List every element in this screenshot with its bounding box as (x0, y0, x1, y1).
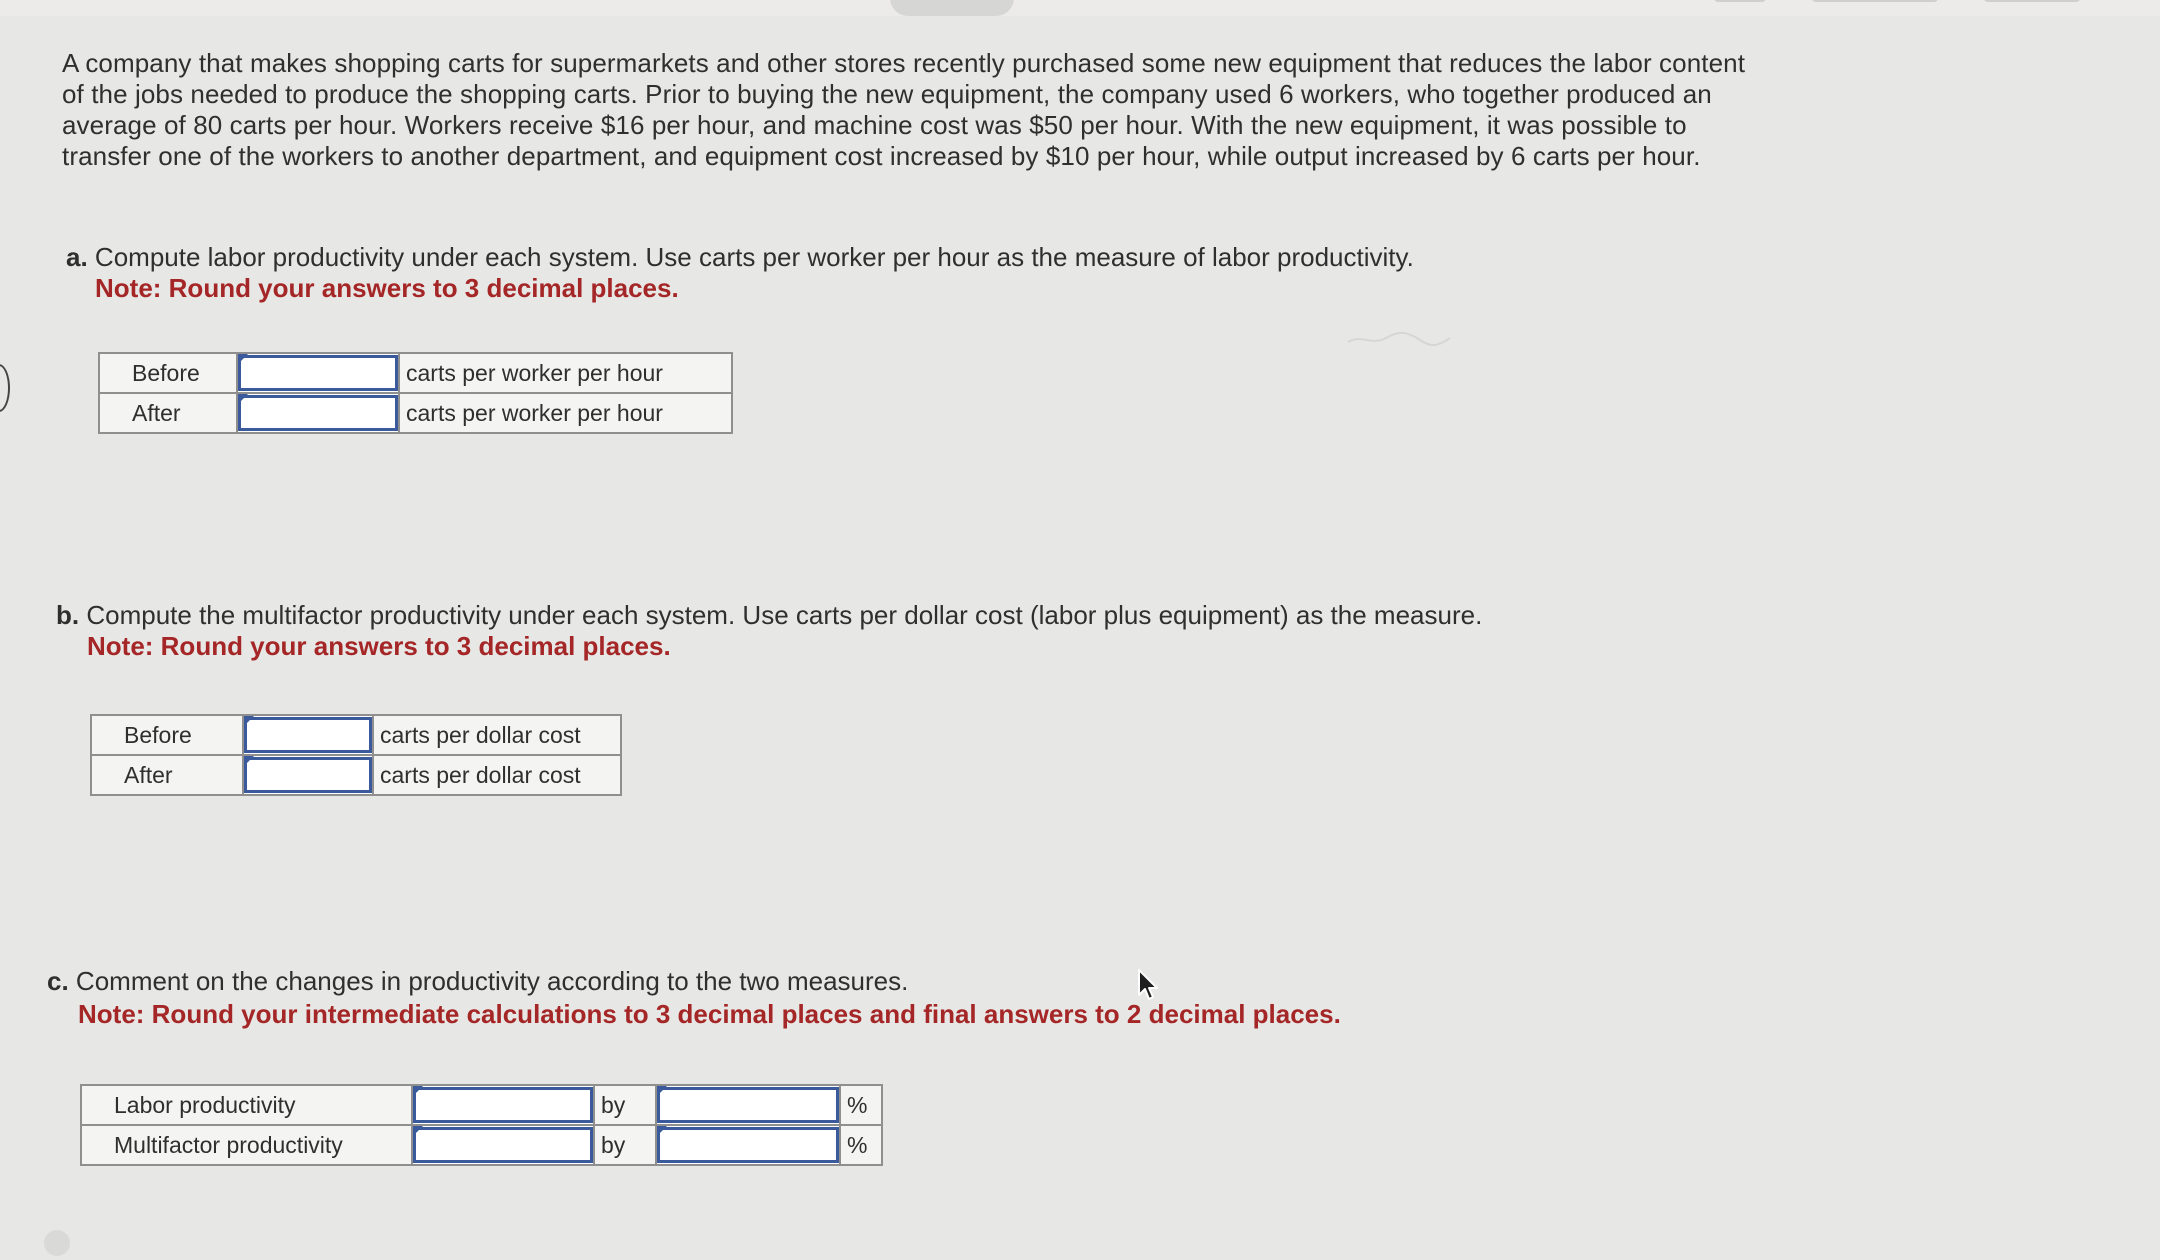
unit-label: carts per dollar cost (373, 715, 621, 755)
table-row (91, 755, 621, 795)
table-row (91, 715, 621, 755)
row-label-before: Before (99, 353, 237, 393)
part-a-text: Compute labor productivity under each system. Use carts per worker per hour as the measure of labor productivity. (94, 242, 1414, 272)
labor-productivity-after-input[interactable] (238, 395, 398, 431)
input-cell (412, 1125, 594, 1165)
part-a-prompt (66, 241, 1414, 274)
productivity-change-table (80, 1084, 883, 1166)
input-cell (412, 1085, 594, 1125)
labor-productivity-direction-input[interactable] (413, 1087, 593, 1123)
input-cell (243, 715, 373, 755)
part-b-text: Compute the multifactor productivity under each system. Use carts per dollar cost (labor plus equipment) as the measure. (86, 600, 1483, 630)
labor-productivity-percent-input[interactable] (657, 1087, 839, 1123)
decorative-dot (44, 1230, 70, 1256)
row-label-before: Before (91, 715, 243, 755)
part-c-prompt (47, 965, 908, 998)
unit-label: carts per dollar cost (373, 755, 621, 795)
input-marker-icon (238, 354, 248, 364)
multifactor-productivity-before-input[interactable] (244, 717, 372, 753)
row-label-after: After (91, 755, 243, 795)
multifactor-productivity-table (90, 714, 622, 796)
scribble-mark-icon (1346, 328, 1452, 350)
part-a-note: Note: Round your answers to 3 decimal places. (95, 273, 679, 303)
input-cell (237, 393, 399, 433)
table-row (99, 353, 732, 393)
problem-statement: A company that makes shopping carts for supermarkets and other stores recently purchased some new equipment that reduces the labor content of the jobs needed to produce the shopping carts. Prior to buying the new equipment, the company used 6 workers, who together produced an average of 80 carts per hour. Workers receive $16 per hour, and machine cost was $50 per hour. With the new equipment, it was possible to transfer one of the workers to another department, and equipment cost increased by $10 per hour, while output increased by 6 carts per hour. (62, 48, 1746, 171)
labor-productivity-table (98, 352, 733, 434)
input-marker-icon (657, 1126, 667, 1136)
unit-label: carts per worker per hour (399, 393, 732, 433)
part-b-note: Note: Round your answers to 3 decimal places. (87, 631, 671, 661)
part-b-label: b. (56, 600, 80, 630)
input-cell (237, 353, 399, 393)
multifactor-productivity-percent-input[interactable] (657, 1127, 839, 1163)
labor-productivity-before-input[interactable] (238, 355, 398, 391)
row-label-labor-productivity: Labor productivity (81, 1085, 412, 1125)
table-row (81, 1125, 882, 1165)
part-b-prompt (56, 599, 1482, 632)
input-marker-icon (413, 1126, 423, 1136)
part-c-label: c. (47, 966, 69, 996)
input-marker-icon (413, 1086, 423, 1096)
by-label: by (594, 1085, 656, 1125)
multifactor-productivity-after-input[interactable] (244, 757, 372, 793)
multifactor-productivity-direction-input[interactable] (413, 1127, 593, 1163)
percent-label: % (840, 1085, 882, 1125)
input-cell (243, 755, 373, 795)
input-marker-icon (244, 716, 254, 726)
row-label-multifactor-productivity: Multifactor productivity (81, 1125, 412, 1165)
row-label-after: After (99, 393, 237, 433)
input-cell (656, 1125, 840, 1165)
mouse-pointer-icon (1136, 968, 1160, 1002)
by-label: by (594, 1125, 656, 1165)
table-row (81, 1085, 882, 1125)
table-row (99, 393, 732, 433)
part-c-text: Comment on the changes in productivity according to the two measures. (75, 966, 909, 996)
input-cell (656, 1085, 840, 1125)
input-marker-icon (238, 394, 248, 404)
part-a-label: a. (66, 242, 88, 272)
input-marker-icon (657, 1086, 667, 1096)
part-c-note: Note: Round your intermediate calculations to 3 decimal places and final answers to 2 decimal places. (78, 999, 1341, 1029)
percent-label: % (840, 1125, 882, 1165)
input-marker-icon (244, 756, 254, 766)
unit-label: carts per worker per hour (399, 353, 732, 393)
